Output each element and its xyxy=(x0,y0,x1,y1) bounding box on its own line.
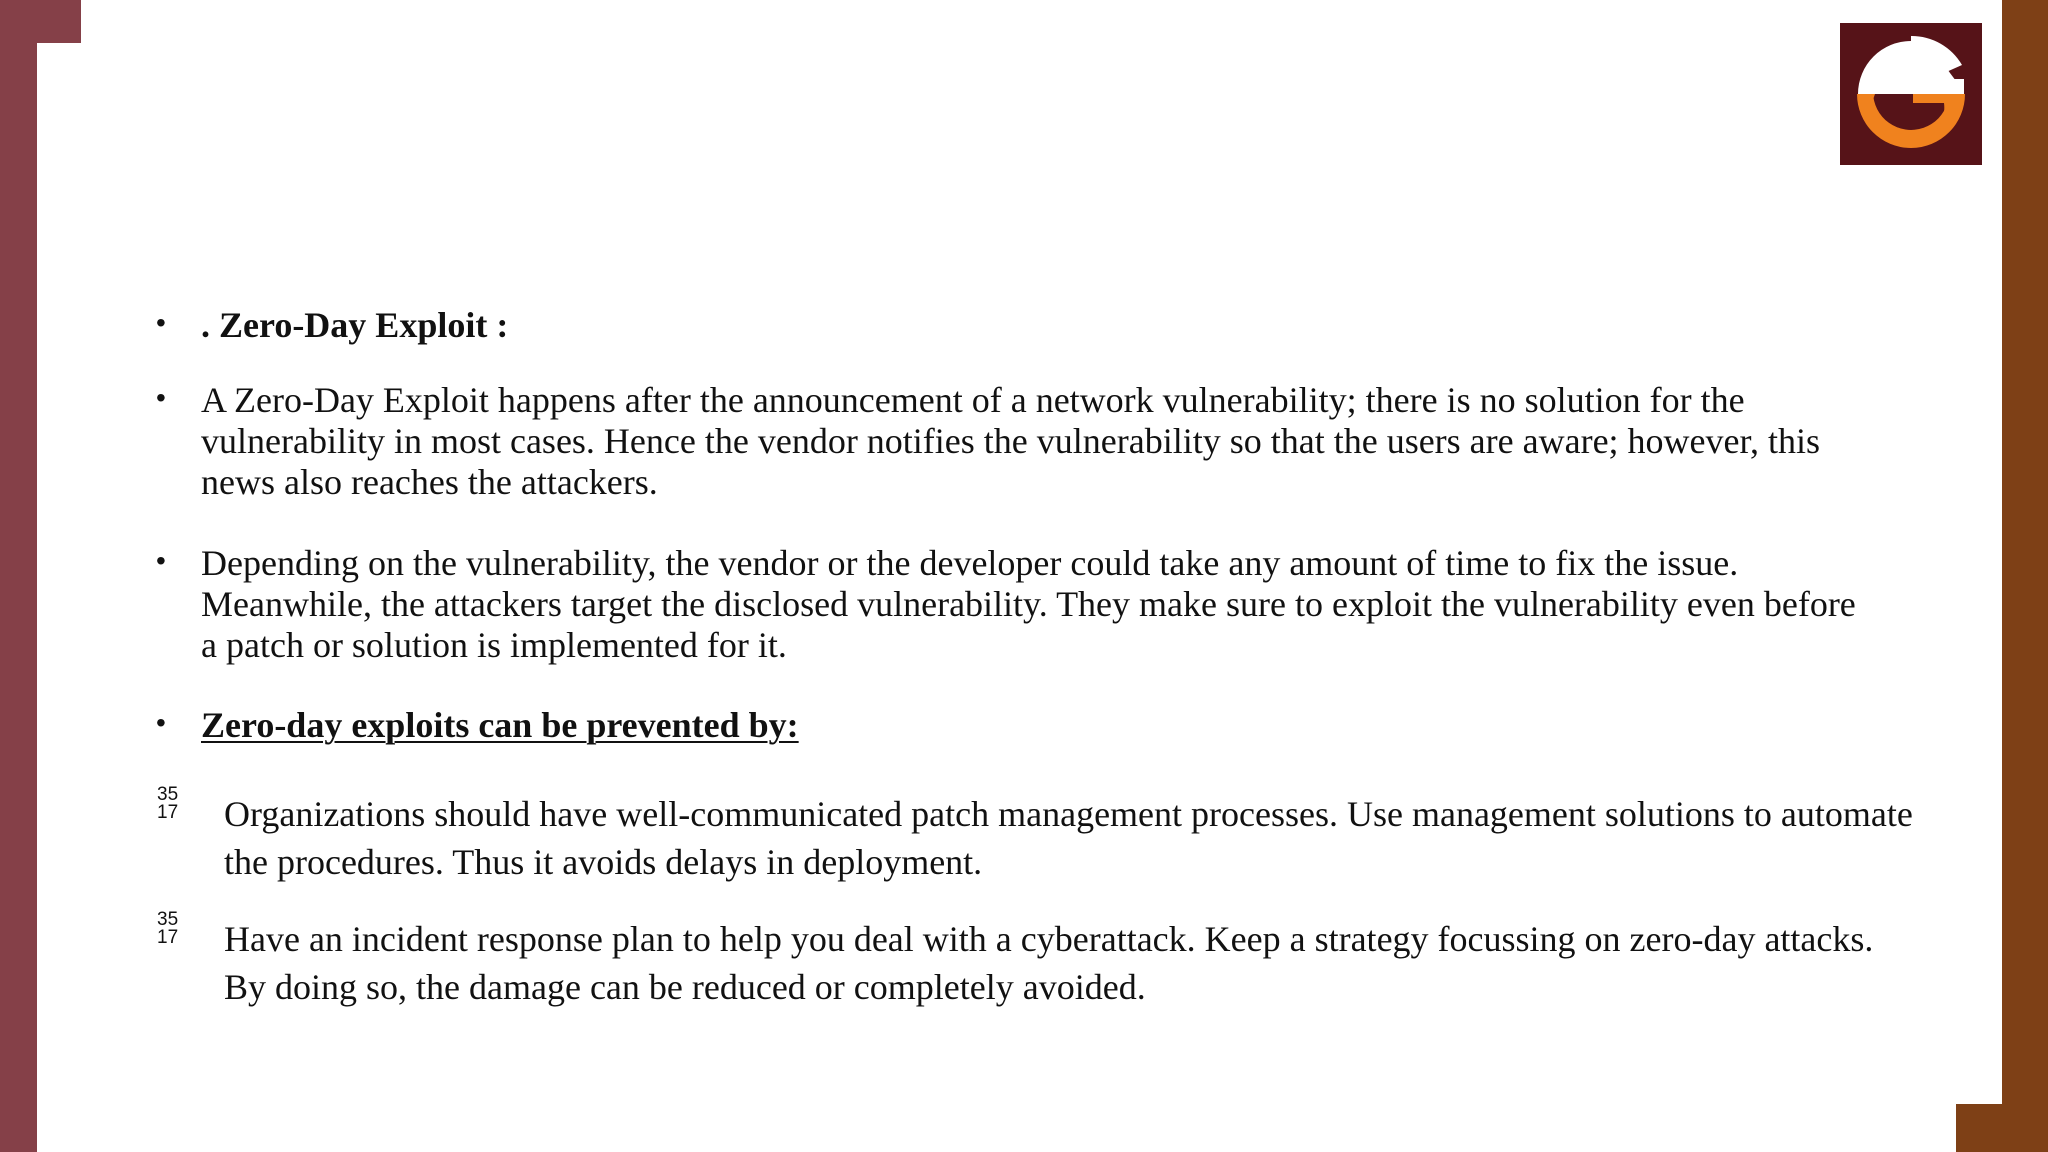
paragraph-text: Depending on the vulnerability, the vendor or the developer could take any amount of time to fix the issue. Meanwhile, the attackers target the disclosed vulnerability. They make sure to exploit the vulnerability even before a patch or solution is implemented for it. xyxy=(201,543,1856,665)
marker-top: 35 xyxy=(157,784,179,805)
heading-text: . Zero-Day Exploit : xyxy=(201,305,509,345)
left-bracket-bar xyxy=(0,0,37,1152)
logo-icon xyxy=(1840,23,1982,165)
marker-bottom: 17 xyxy=(157,927,179,948)
paragraph-text: A Zero-Day Exploit happens after the announcement of a network vulnerability; there is no solution for the vulnerability in most cases. Hence the vendor notifies the vulnerability so that the users are aware; however, this news also reaches the attackers. xyxy=(201,380,1821,502)
right-bracket-bottom xyxy=(1956,1104,2048,1152)
bullet-marker: • xyxy=(156,307,166,338)
bullet-marker: • xyxy=(156,707,166,738)
left-bracket-top xyxy=(0,0,81,43)
bullet-heading xyxy=(150,305,1870,346)
sub-item-marker xyxy=(157,786,178,822)
slide-content xyxy=(150,305,1913,1011)
marker-top: 35 xyxy=(157,909,179,930)
bullet-paragraph xyxy=(150,380,1870,503)
bullet-paragraph xyxy=(150,543,1870,666)
prevention-item xyxy=(150,784,1924,886)
marker-bottom: 17 xyxy=(157,802,179,823)
bullet-subheading xyxy=(150,705,1870,746)
subheading-text: Zero-day exploits can be prevented by: xyxy=(201,705,799,745)
bullet-marker: • xyxy=(156,545,166,576)
prevention-text: Organizations should have well-communicated patch management processes. Use management solutions to automate the procedures. Thus it avoids delays in deployment. xyxy=(224,794,1913,882)
prevention-item xyxy=(150,909,1924,1011)
bullet-marker: • xyxy=(156,382,166,413)
sub-item-marker xyxy=(157,911,178,947)
prevention-text: Have an incident response plan to help you deal with a cyberattack. Keep a strategy focussing on zero-day attacks. By doing so, the damage can be reduced or completely avoided. xyxy=(224,919,1874,1007)
right-bracket-bar xyxy=(2002,0,2048,1152)
